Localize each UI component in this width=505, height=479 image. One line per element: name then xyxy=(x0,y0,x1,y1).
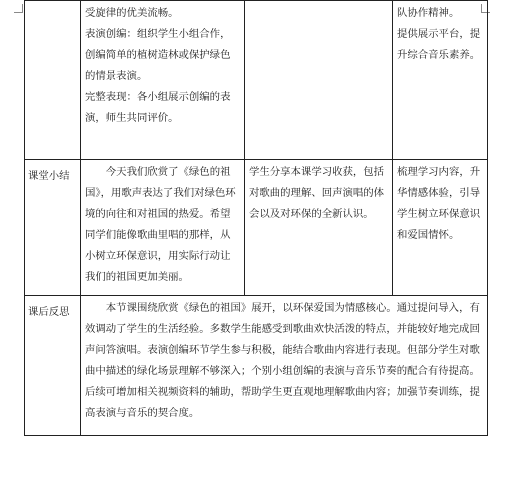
activity-cell xyxy=(81,1,245,160)
label-cell-empty xyxy=(25,1,81,160)
table-row-reflection xyxy=(25,296,488,436)
row-label-reflection: 课后反思 xyxy=(25,296,81,436)
design-line: 提供展示平台，提升综合音乐素养。 xyxy=(397,28,481,61)
summary-student-text: 学生分享本课学习收获，包括对歌曲的理解、回声演唱的体会以及对环保的全新认识。 xyxy=(249,166,385,220)
design-cell xyxy=(393,1,488,160)
activity-line: 受旋律的优美流畅。 xyxy=(85,7,179,19)
crop-mark-top-left xyxy=(14,4,23,13)
summary-teacher-cell xyxy=(81,160,245,296)
summary-student-cell xyxy=(245,160,393,296)
design-line: 队协作精神。 xyxy=(397,7,460,19)
lesson-plan-table xyxy=(24,0,488,436)
activity-line: 表演创编：组织学生小组合作，创编简单的植树造林或保护绿色的情景表演。 xyxy=(85,28,231,82)
table-row-continued xyxy=(25,1,488,160)
reflection-cell xyxy=(81,296,488,436)
student-cell-empty xyxy=(245,1,393,160)
reflection-text: 本节课围绕欣赏《绿色的祖国》展开，以环保爱国为情感核心。通过提问导入，有效调动了学生的生活经验。多数学生能感受到歌曲欢快活泼的特点，并能较好地完成回声问答演唱。表演创编环节学生参与积极，能结合歌曲内容进行表现。但部分学生对歌曲中描述的绿化场景理解不够深入；个别小组创编的表演与音乐节奏的配合有待提高。后续可增加相关视频资料的辅助，帮助学生更直观地理解歌曲内容；加强节奏训练，提高表演与音乐的契合度。 xyxy=(85,302,480,419)
row-label-summary: 课堂小结 xyxy=(25,160,81,296)
summary-design-text: 梳理学习内容，升华情感体验，引导学生树立环保意识和爱国情怀。 xyxy=(397,166,481,241)
summary-teacher-text: 今天我们欣赏了《绿色的祖国》，用歌声表达了我们对绿色环境的向往和对祖国的热爱。希望同学们能像歌曲里唱的那样，从小树立环保意识，用实际行动让我们的祖国更加美丽。 xyxy=(85,166,236,283)
activity-line: 完整表现：各小组展示创编的表演，师生共同评价。 xyxy=(85,91,231,124)
summary-design-cell xyxy=(393,160,488,296)
table-row-summary xyxy=(25,160,488,296)
